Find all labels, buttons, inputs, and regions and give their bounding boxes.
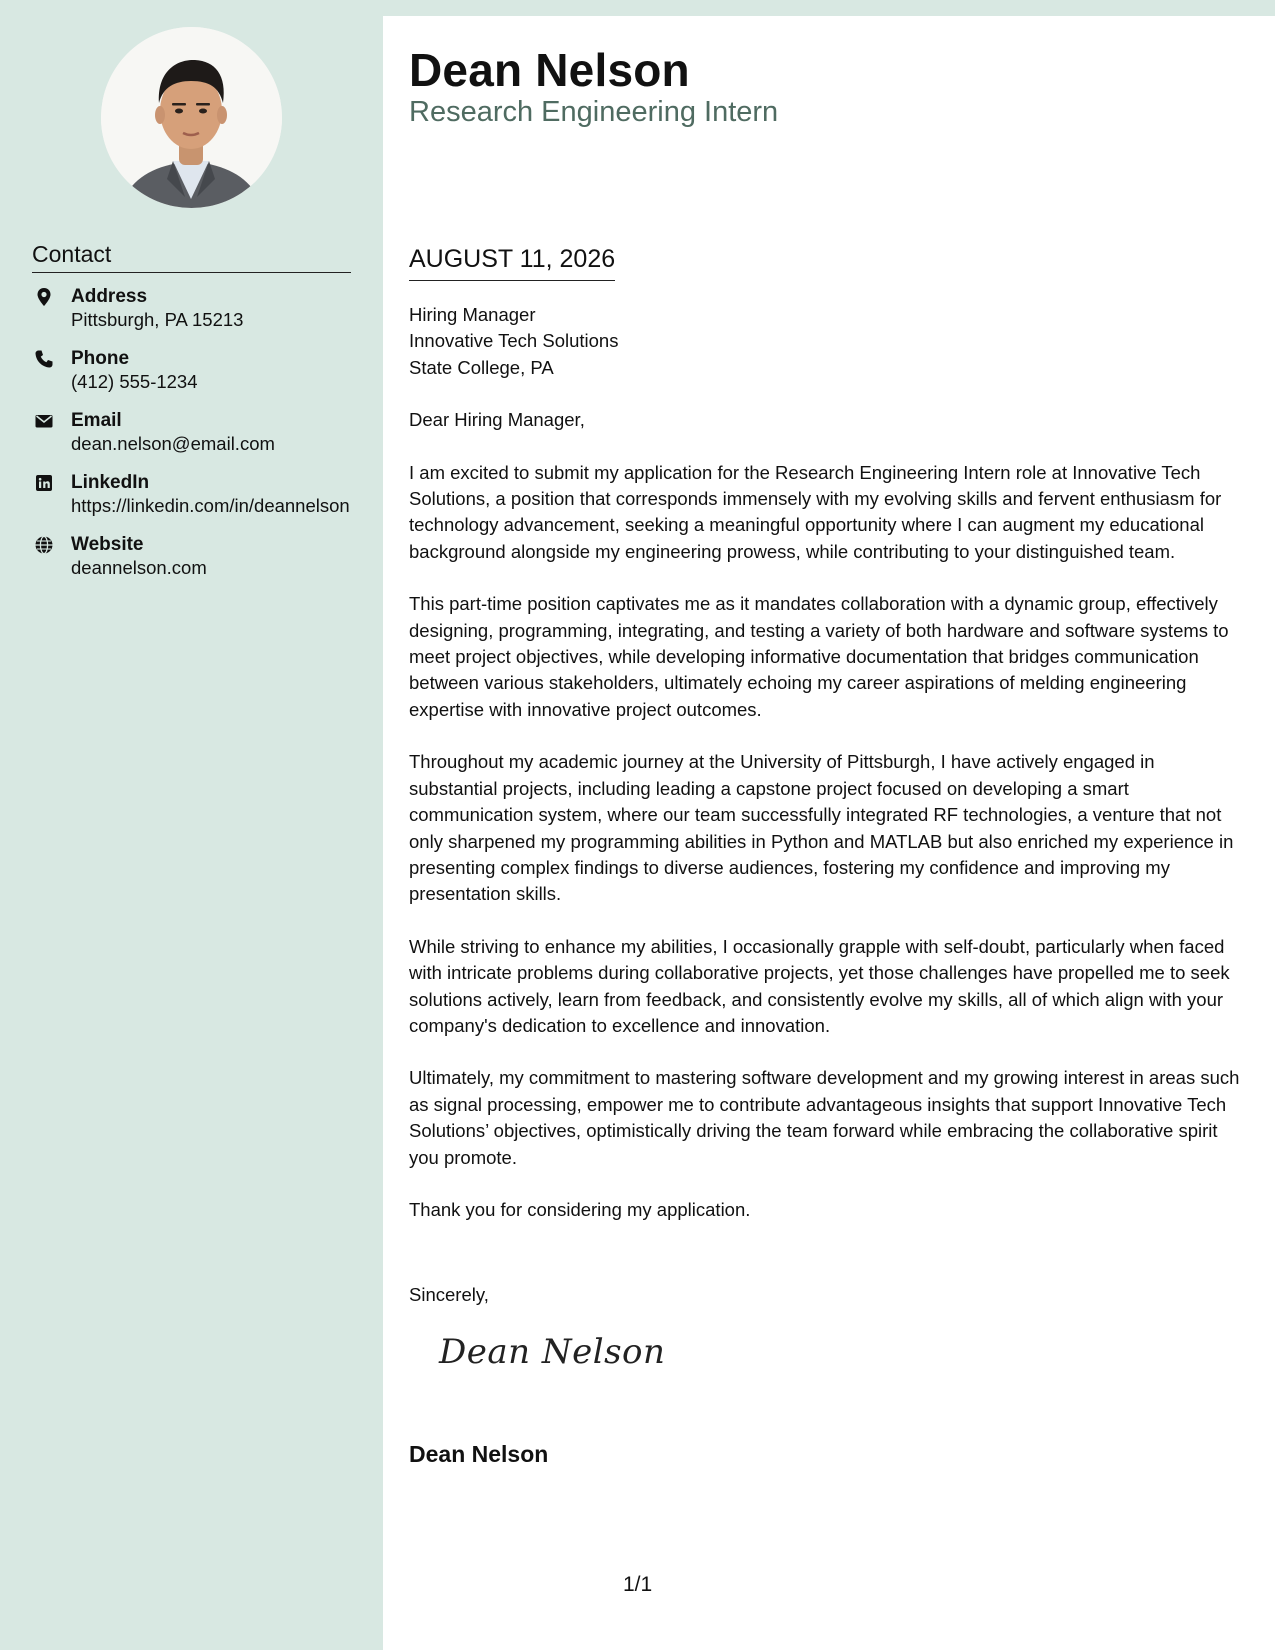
map-pin-icon xyxy=(34,287,54,307)
contact-label-linkedin: LinkedIn xyxy=(71,472,150,493)
contact-item-website xyxy=(32,534,352,580)
letter-paragraph: I am excited to submit my application for the Research Engineering Intern role at Innovative Tech Solutions, a position that corresponds immensely with my evolving skills and fervent enthusiasm for technology advancement, seeking a meaningful opportunity where I can augment my educational background alongside my engineering prowess, while contributing to your distinguished team. xyxy=(409,461,1222,562)
globe-icon xyxy=(34,535,54,555)
contact-label-website: Website xyxy=(71,534,144,555)
contact-label-phone: Phone xyxy=(71,348,130,369)
applicant-role: Research Engineering Intern xyxy=(409,96,779,128)
contact-item-phone xyxy=(32,348,352,394)
contact-item-address xyxy=(32,286,352,332)
contact-label-address: Address xyxy=(71,286,148,307)
contact-heading: Contact xyxy=(32,240,351,273)
letter-paragraph: Throughout my academic journey at the University of Pittsburgh, I have actively engaged in substantial projects, including leading a capstone project focused on developing a smart communication system, where our team successfully integrated RF technologies, a venture that not only sharpened my programming abilities in Python and MATLAB but also enriched my experience in presenting complex findings to diverse audiences, fostering my confidence and improving my presentation skills. xyxy=(409,751,1234,905)
profile-photo xyxy=(101,27,282,208)
recipient-company: Innovative Tech Solutions xyxy=(409,330,619,352)
letter-paragraph: While striving to enhance my abilities, I occasionally grapple with self-doubt, particularly when faced with intricate problems during collaborative projects, yet those challenges have propelled me to seek solutions actively, learn from feedback, and consistently evolve my skills, all of which align with your company's dedication to excellence and innovation. xyxy=(409,935,1230,1036)
signer-name: Dean Nelson xyxy=(409,1441,549,1467)
page-number: 1/1 xyxy=(623,1573,653,1596)
linkedin-icon xyxy=(34,473,54,493)
letter-paragraph: Ultimately, my commitment to mastering software development and my growing interest in areas such as signal processing, empower me to contribute advantageous insights that support Innovative Tech Solutions’ objectives, optimistically driving the team forward while embracing the collaborative spirit you promote. xyxy=(409,1067,1240,1168)
contact-value-email[interactable]: dean.nelson@email.com xyxy=(71,433,275,454)
avatar xyxy=(101,27,282,208)
applicant-name: Dean Nelson xyxy=(409,44,690,96)
salutation: Dear Hiring Manager, xyxy=(409,409,585,431)
contact-value-phone: (412) 555-1234 xyxy=(71,371,198,392)
contact-label-email: Email xyxy=(71,410,122,431)
contact-list xyxy=(32,286,352,596)
contact-value-linkedin[interactable]: https://linkedin.com/in/deannelson xyxy=(71,495,350,516)
letter-body xyxy=(409,302,1244,1249)
recipient-location: State College, PA xyxy=(409,356,554,378)
contact-item-email xyxy=(32,410,352,456)
letter-date: AUGUST 11, 2026 xyxy=(409,244,615,281)
recipient-title: Hiring Manager xyxy=(409,304,536,325)
closing: Sincerely, xyxy=(409,1284,489,1305)
letter-paragraph: Thank you for considering my application. xyxy=(409,1198,751,1220)
handwritten-signature: Dean Nelson xyxy=(439,1332,666,1372)
contact-value-address: Pittsburgh, PA 15213 xyxy=(71,309,244,330)
envelope-icon xyxy=(34,411,54,431)
sidebar xyxy=(0,0,383,1650)
letter-panel xyxy=(383,16,1275,1650)
phone-icon xyxy=(34,349,54,369)
letter-paragraph: This part-time position captivates me as it mandates collaboration with a dynamic group, effectively designing, programming, integrating, and testing a variety of both hardware and software systems to meet project objectives, while developing informative documentation that bridges communication between various stakeholders, ultimately echoing my career aspirations of melding engineering expertise with innovative project outcomes. xyxy=(409,593,1229,720)
contact-item-linkedin xyxy=(32,472,352,518)
contact-value-website[interactable]: deannelson.com xyxy=(71,557,207,578)
recipient-block xyxy=(409,302,1244,381)
